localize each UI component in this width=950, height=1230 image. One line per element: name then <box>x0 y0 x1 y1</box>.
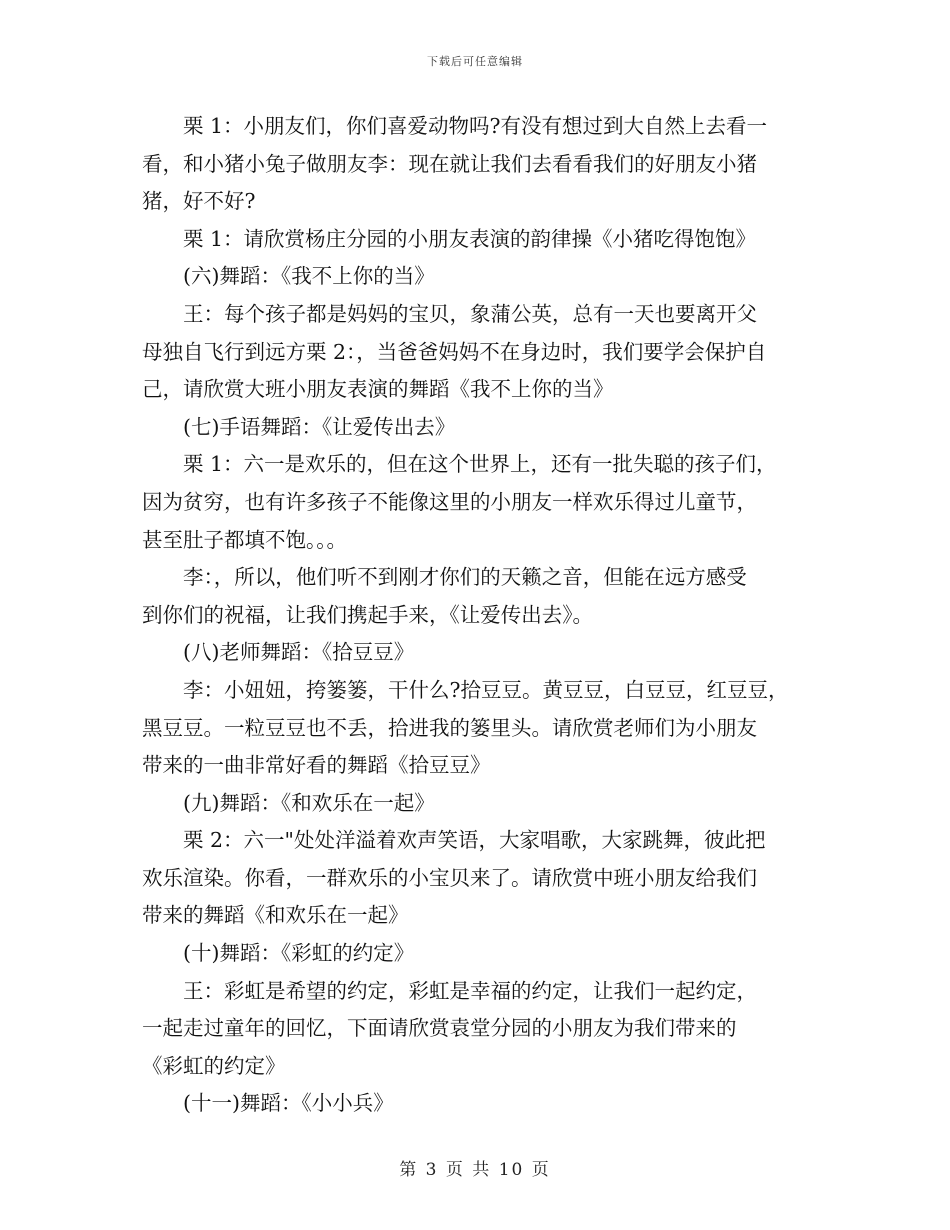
text-line: (六)舞蹈：《我不上你的当》 <box>183 264 435 289</box>
text-line: 欢乐渲染。你看，一群欢乐的小宝贝来了。请欣赏中班小朋友给我们 <box>142 865 757 890</box>
paragraph <box>142 672 817 785</box>
paragraph <box>142 446 817 559</box>
text-line: (十)舞蹈：《彩虹的约定》 <box>183 941 415 966</box>
paragraph <box>142 221 817 259</box>
paragraph <box>142 785 817 823</box>
paragraph <box>142 108 817 221</box>
text-line: 栗 1：六一是欢乐的，但在这个世界上，还有一批失聪的孩子们， <box>183 452 777 477</box>
text-line: 栗 1：请欣赏杨庄分园的小朋友表演的韵律操《小猪吃得饱饱》 <box>183 226 757 251</box>
paragraph <box>142 634 817 672</box>
text-line: (七)手语舞蹈：《让爱传出去》 <box>183 414 456 439</box>
text-line: 带来的一曲非常好看的舞蹈《拾豆豆》 <box>142 753 491 778</box>
text-line: 因为贫穷，也有许多孩子不能像这里的小朋友一样欢乐得过儿童节， <box>142 489 757 514</box>
paragraph <box>142 409 817 447</box>
page-header: 下载后可任意编辑 <box>427 55 523 68</box>
paragraph <box>142 296 817 409</box>
paragraph <box>142 559 817 634</box>
text-line: (八)老师舞蹈：《拾豆豆》 <box>183 640 415 665</box>
paragraph <box>142 822 817 935</box>
text-line: 王：彩虹是希望的约定，彩虹是幸福的约定，让我们一起约定， <box>183 978 757 1003</box>
paragraph <box>142 1085 817 1123</box>
text-line: (十一)舞蹈：《小小兵》 <box>183 1091 394 1116</box>
text-line: 黑豆豆。一粒豆豆也不丢，拾进我的篓里头。请欣赏老师们为小朋友 <box>142 715 757 740</box>
paragraph <box>142 935 817 973</box>
text-line: 一起走过童年的回忆，下面请欣赏袁堂分园的小朋友为我们带来的 <box>142 1016 737 1041</box>
text-line: 栗 2：六一"处处洋溢着欢声笑语，大家唱歌，大家跳舞，彼此把 <box>183 828 766 853</box>
text-line: 母独自飞行到远方栗 2：，当爸爸妈妈不在身边时，我们要学会保护自 <box>142 339 767 364</box>
text-line: 带来的舞蹈《和欢乐在一起》 <box>142 903 409 928</box>
text-line: 栗 1：小朋友们，你们喜爱动物吗?有没有想过到大自然上去看一 <box>183 114 768 138</box>
paragraph <box>142 973 817 1086</box>
page-footer: 第 3 页 共 10 页 <box>399 1160 551 1180</box>
text-line: 李：，所以，他们听不到刚才你们的天籁之音，但能在远方感受 <box>183 565 747 590</box>
text-line: 《彩虹的约定》 <box>142 1053 286 1078</box>
paragraph <box>142 258 817 296</box>
document-body <box>142 108 817 1123</box>
text-line: (九)舞蹈：《和欢乐在一起》 <box>183 790 435 815</box>
text-line: 到你们的祝福，让我们携起手来，《让爱传出去》。 <box>142 602 593 627</box>
text-line: 看，和小猪小兔子做朋友李：现在就让我们去看看我们的好朋友小猪 <box>142 151 757 176</box>
text-line: 甚至肚子都填不饱。。。 <box>142 527 347 552</box>
text-line: 己，请欣赏大班小朋友表演的舞蹈《我不上你的当》 <box>142 377 614 402</box>
text-line: 李：小妞妞，挎篓篓，干什么?拾豆豆。黄豆豆，白豆豆，红豆豆， <box>183 677 789 702</box>
text-line: 王：每个孩子都是妈妈的宝贝，象蒲公英，总有一天也要离开父 <box>183 301 757 326</box>
text-line: 猪，好不好? <box>142 189 256 214</box>
